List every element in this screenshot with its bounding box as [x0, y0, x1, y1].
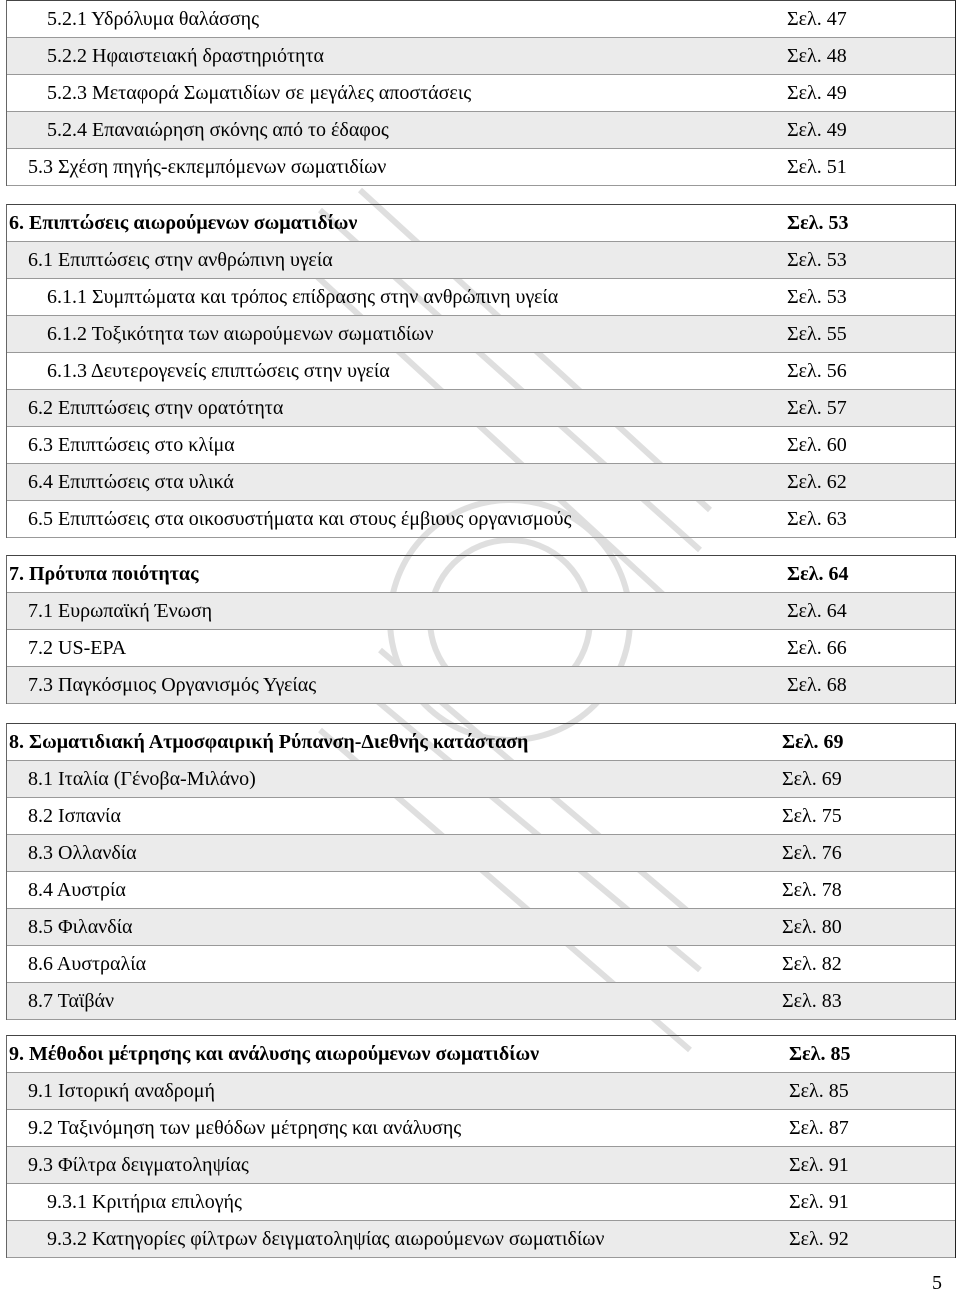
toc-entry-title: 8.1 Ιταλία (Γένοβα-Μιλάνο)	[28, 768, 256, 790]
toc-entry	[7, 1036, 955, 1073]
toc-entry-page: Σελ. 69	[782, 768, 842, 790]
toc-entry-page: Σελ. 80	[782, 916, 842, 938]
toc-entry-page: Σελ. 85	[789, 1043, 851, 1065]
toc-entry-title: 5.2.2 Ηφαιστειακή δραστηριότητα	[47, 45, 324, 67]
toc-entry-page: Σελ. 53	[787, 249, 847, 271]
toc-entry-page: Σελ. 51	[787, 156, 847, 178]
toc-entry-title: 5.2.4 Επαναιώρηση σκόνης από το έδαφος	[47, 119, 389, 141]
toc-entry-page: Σελ. 63	[787, 508, 847, 530]
toc-entry-title: 6.1.1 Συμπτώματα και τρόπος επίδρασης στην ανθρώπινη υγεία	[47, 286, 559, 308]
toc-entry-title: 8.6 Αυστραλία	[28, 953, 147, 975]
toc-entry	[7, 761, 955, 798]
toc-entry	[7, 593, 955, 630]
toc-entry-title: 8. Σωματιδιακή Ατμοσφαιρική Ρύπανση-Διεθνής κατάσταση	[9, 731, 529, 753]
toc-entry-page: Σελ. 62	[787, 471, 847, 493]
toc-entry-title: 8.7 Ταϊβάν	[28, 990, 115, 1012]
toc-entry-page: Σελ. 64	[787, 600, 847, 622]
toc-entry	[7, 316, 955, 353]
toc-entry-title: 8.3 Ολλανδία	[28, 842, 137, 864]
toc-entry-title: 5.2.3 Μεταφορά Σωματιδίων σε μεγάλες αποστάσεις	[47, 82, 472, 104]
toc-entry-title: 6.5 Επιπτώσεις στα οικοσυστήματα και στους έμβιους οργανισμούς	[28, 508, 572, 530]
toc-entry-page: Σελ. 49	[787, 119, 847, 141]
toc-entry	[7, 464, 955, 501]
toc-entry-title: 7. Πρότυπα ποιότητας	[9, 563, 199, 585]
toc-entry-page: Σελ. 91	[789, 1191, 849, 1213]
toc-entry-page: Σελ. 76	[782, 842, 842, 864]
toc-entry-page: Σελ. 56	[787, 360, 847, 382]
toc-entry-page: Σελ. 57	[787, 397, 847, 419]
toc-entry-title: 8.2 Ισπανία	[28, 805, 121, 827]
toc-entry	[7, 630, 955, 667]
toc-entry-page: Σελ. 60	[787, 434, 847, 456]
toc-entry	[7, 1073, 955, 1110]
toc-section-8	[6, 723, 956, 1020]
toc-entry-page: Σελ. 83	[782, 990, 842, 1012]
toc-entry-title: 9.1 Ιστορική αναδρομή	[28, 1080, 215, 1102]
toc-entry-title: 6.1.3 Δευτερογενείς επιπτώσεις στην υγεία	[47, 360, 390, 382]
toc-entry-title: 7.3 Παγκόσμιος Οργανισμός Υγείας	[28, 674, 317, 696]
toc-entry-page: Σελ. 69	[782, 731, 844, 753]
toc-entry-page: Σελ. 53	[787, 212, 849, 234]
toc-entry-page: Σελ. 48	[787, 45, 847, 67]
toc-entry	[7, 1110, 955, 1147]
toc-entry	[7, 909, 955, 946]
toc-entry	[7, 353, 955, 390]
page-number: 5	[932, 1272, 942, 1294]
toc-entry-page: Σελ. 68	[787, 674, 847, 696]
toc-entry-page: Σελ. 91	[789, 1154, 849, 1176]
toc-entry	[7, 872, 955, 909]
toc-entry-title: 5.3 Σχέση πηγής-εκπεμπόμενων σωματιδίων	[28, 156, 387, 178]
toc-entry-page: Σελ. 92	[789, 1228, 849, 1250]
toc-entry-title: 6.4 Επιπτώσεις στα υλικά	[28, 471, 234, 493]
toc-section-6	[6, 204, 956, 538]
toc-entry	[7, 1184, 955, 1221]
toc-entry-title: 6.3 Επιπτώσεις στο κλίμα	[28, 434, 235, 456]
toc-entry	[7, 983, 955, 1020]
toc-entry	[7, 242, 955, 279]
toc-entry	[7, 112, 955, 149]
toc-entry-page: Σελ. 75	[782, 805, 842, 827]
toc-section-9	[6, 1035, 956, 1258]
toc-entry-title: 9.3.2 Κατηγορίες φίλτρων δειγματοληψίας αιωρούμενων σωματιδίων	[47, 1228, 605, 1250]
toc-entry-page: Σελ. 47	[787, 8, 847, 30]
toc-entry	[7, 1221, 955, 1258]
toc-entry-title: 7.2 US-EPA	[28, 637, 127, 659]
toc-entry-page: Σελ. 64	[787, 563, 849, 585]
toc-entry-page: Σελ. 66	[787, 637, 847, 659]
toc-entry-title: 8.4 Αυστρία	[28, 879, 126, 901]
toc-entry-title: 6. Επιπτώσεις αιωρούμενων σωματιδίων	[9, 212, 358, 234]
toc-entry-title: 5.2.1 Υδρόλυμα θαλάσσης	[47, 8, 260, 30]
toc-entry-page: Σελ. 78	[782, 879, 842, 901]
toc-entry	[7, 1, 955, 38]
toc-entry	[7, 149, 955, 186]
toc-entry	[7, 38, 955, 75]
toc-entry	[7, 556, 955, 593]
toc-entry	[7, 667, 955, 704]
toc-entry	[7, 1147, 955, 1184]
toc-entry-page: Σελ. 87	[789, 1117, 849, 1139]
toc-entry-title: 9.3 Φίλτρα δειγματοληψίας	[28, 1154, 249, 1176]
toc-entry-title: 7.1 Ευρωπαϊκή Ένωση	[28, 600, 213, 622]
toc-entry-title: 9.2 Ταξινόμηση των μεθόδων μέτρησης και ανάλυσης	[28, 1117, 462, 1139]
toc-entry	[7, 835, 955, 872]
toc-section-7	[6, 555, 956, 704]
toc-entry	[7, 279, 955, 316]
toc-entry	[7, 205, 955, 242]
toc-entry-page: Σελ. 82	[782, 953, 842, 975]
toc-entry-title: 9.3.1 Κριτήρια επιλογής	[47, 1191, 242, 1213]
toc-entry-title: 8.5 Φιλανδία	[28, 916, 133, 938]
toc-entry-page: Σελ. 85	[789, 1080, 849, 1102]
toc-entry-title: 6.2 Επιπτώσεις στην ορατότητα	[28, 397, 284, 419]
toc-entry-page: Σελ. 53	[787, 286, 847, 308]
toc-entry-title: 9. Μέθοδοι μέτρησης και ανάλυσης αιωρούμενων σωματιδίων	[9, 1043, 540, 1065]
toc-entry	[7, 427, 955, 464]
toc-entry-page: Σελ. 55	[787, 323, 847, 345]
toc-entry	[7, 724, 955, 761]
toc-entry	[7, 798, 955, 835]
toc-entry-title: 6.1.2 Τοξικότητα των αιωρούμενων σωματιδίων	[47, 323, 434, 345]
toc-entry-page: Σελ. 49	[787, 82, 847, 104]
toc-entry	[7, 946, 955, 983]
toc-entry	[7, 501, 955, 538]
toc-section-5	[6, 0, 956, 186]
toc-entry	[7, 75, 955, 112]
toc-entry-title: 6.1 Επιπτώσεις στην ανθρώπινη υγεία	[28, 249, 333, 271]
toc-entry	[7, 390, 955, 427]
